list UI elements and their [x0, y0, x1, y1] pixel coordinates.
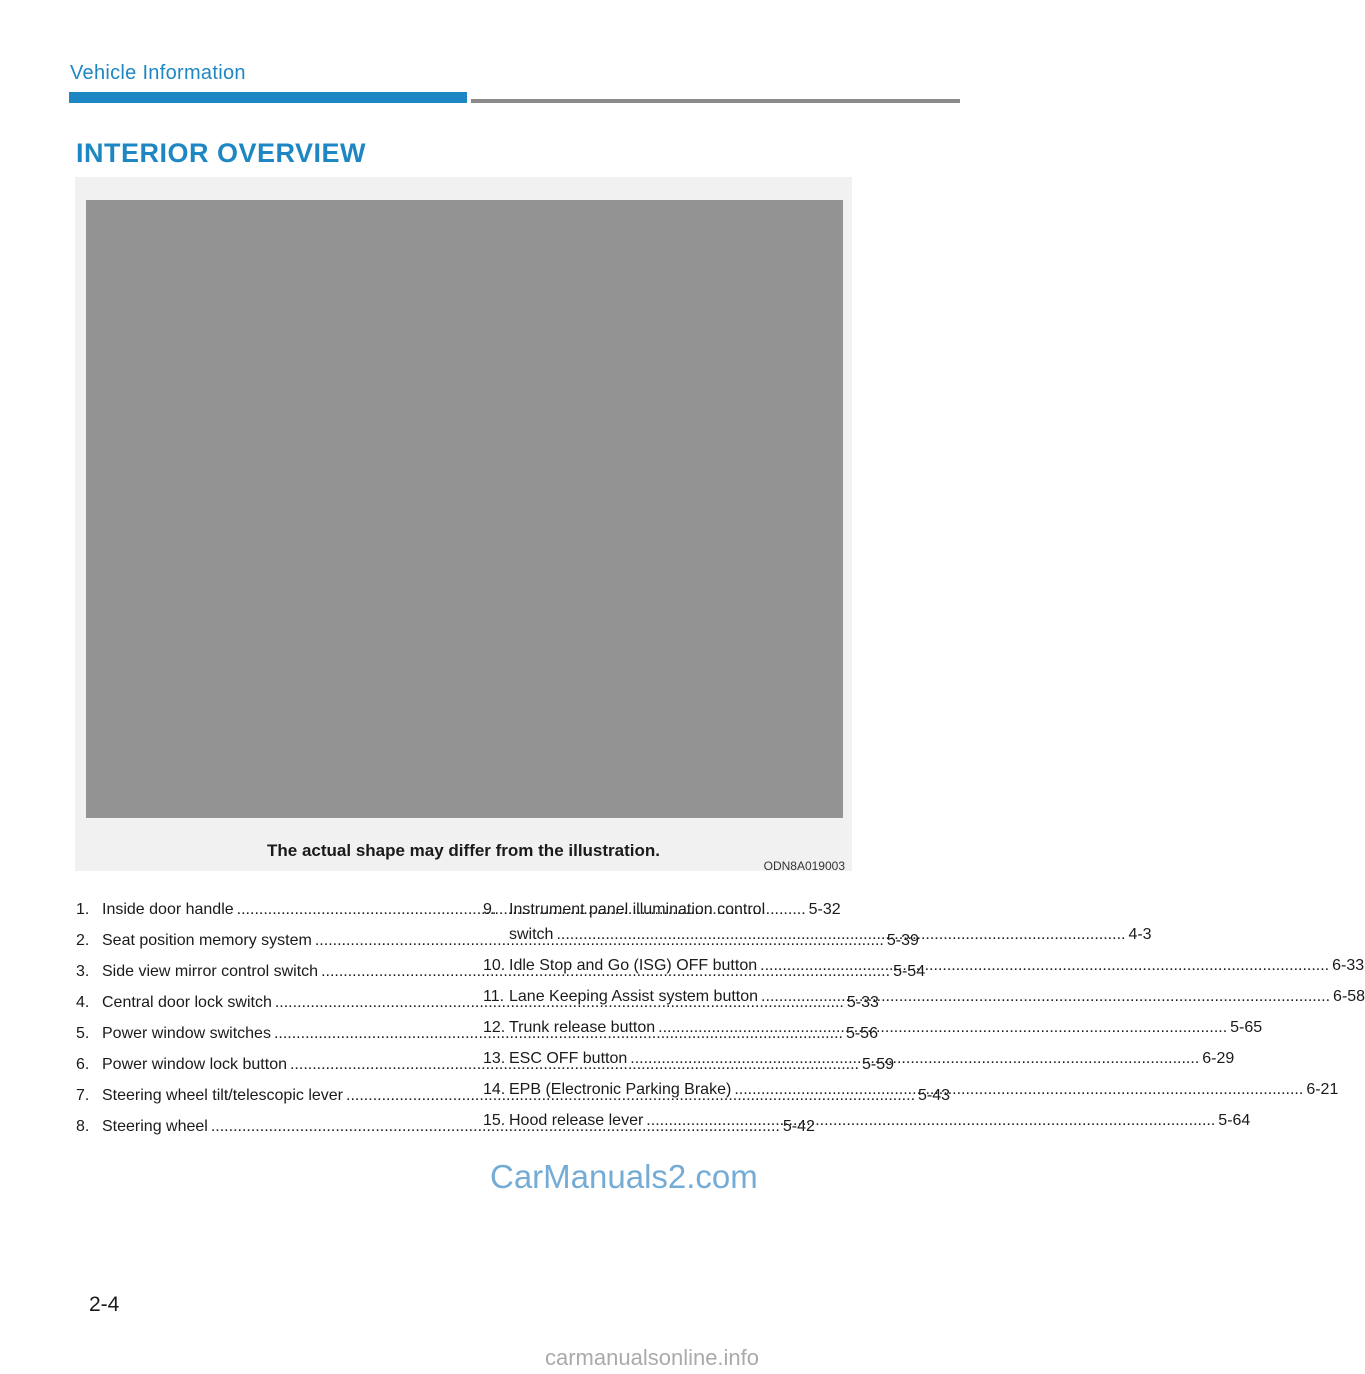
page-number: 2-4: [89, 1293, 120, 1316]
interior-illustration: [86, 200, 843, 818]
header-bar-gray: [471, 99, 960, 103]
item-page: 5-43: [918, 1087, 951, 1104]
item-number: 13.: [483, 1050, 506, 1067]
item-page: 5-54: [893, 963, 926, 980]
item-number: 4.: [76, 994, 90, 1011]
item-page: 6-33: [1332, 957, 1365, 974]
item-page: 5-32: [808, 901, 841, 918]
item-label: Steering wheel tilt/telescopic lever: [102, 1087, 344, 1104]
item-number: 2.: [76, 932, 90, 949]
item-number: 7.: [76, 1087, 90, 1104]
item-number: 8.: [76, 1118, 90, 1135]
item-label: ESC OFF button: [509, 1050, 628, 1067]
item-page: 5-42: [782, 1118, 815, 1135]
item-label-continued: switch: [509, 926, 554, 943]
header-bar-blue: [69, 92, 467, 103]
item-page: 5-33: [846, 994, 879, 1011]
footer-site-link[interactable]: carmanualsonline.info: [545, 1345, 760, 1370]
item-label: Instrument panel illumination control: [509, 901, 766, 918]
item-number: 10.: [483, 957, 506, 974]
page-title: INTERIOR OVERVIEW: [76, 138, 367, 168]
figure: [75, 177, 852, 871]
item-number: 5.: [76, 1025, 90, 1042]
item-label: Trunk release button: [509, 1019, 656, 1036]
item-page: 6-58: [1333, 988, 1365, 1005]
item-number: 1.: [76, 901, 90, 918]
item-number: 11.: [483, 988, 505, 1005]
item-number: 12.: [483, 1019, 506, 1036]
item-label: Idle Stop and Go (ISG) OFF button: [509, 957, 758, 974]
list-item: [483, 1111, 1251, 1131]
item-label: Power window switches: [102, 1025, 271, 1042]
item-page: 4-3: [1128, 926, 1152, 943]
item-number: 3.: [76, 963, 90, 980]
item-page: 5-64: [1218, 1112, 1251, 1129]
item-number: 15.: [483, 1112, 506, 1129]
item-label: Power window lock button: [102, 1056, 287, 1073]
item-label: Side view mirror control switch: [102, 963, 319, 980]
item-number: 6.: [76, 1056, 90, 1073]
item-label: EPB (Electronic Parking Brake): [509, 1081, 732, 1098]
item-label: Inside door handle: [102, 901, 234, 918]
section-label: Vehicle Information: [70, 62, 246, 84]
item-number: 14.: [483, 1081, 506, 1098]
figure-code: ODN8A019003: [763, 859, 845, 873]
figure-caption: The actual shape may differ from the illustration.: [267, 841, 660, 860]
item-label: Steering wheel: [102, 1118, 208, 1135]
item-label: Central door lock switch: [102, 994, 272, 1011]
item-label: Seat position memory system: [102, 932, 312, 949]
item-page: 5-65: [1230, 1019, 1263, 1036]
item-page: 6-29: [1202, 1050, 1235, 1067]
item-page: 5-59: [861, 1056, 895, 1073]
item-number: 9.: [483, 901, 497, 918]
item-label: Hood release lever: [509, 1112, 644, 1129]
item-page: 6-21: [1306, 1081, 1339, 1098]
item-label: Lane Keeping Assist system button: [509, 988, 759, 1005]
watermark-link[interactable]: CarManuals2.com: [490, 1158, 758, 1195]
item-page: 5-56: [845, 1025, 878, 1042]
item-page: 5-39: [886, 932, 919, 949]
